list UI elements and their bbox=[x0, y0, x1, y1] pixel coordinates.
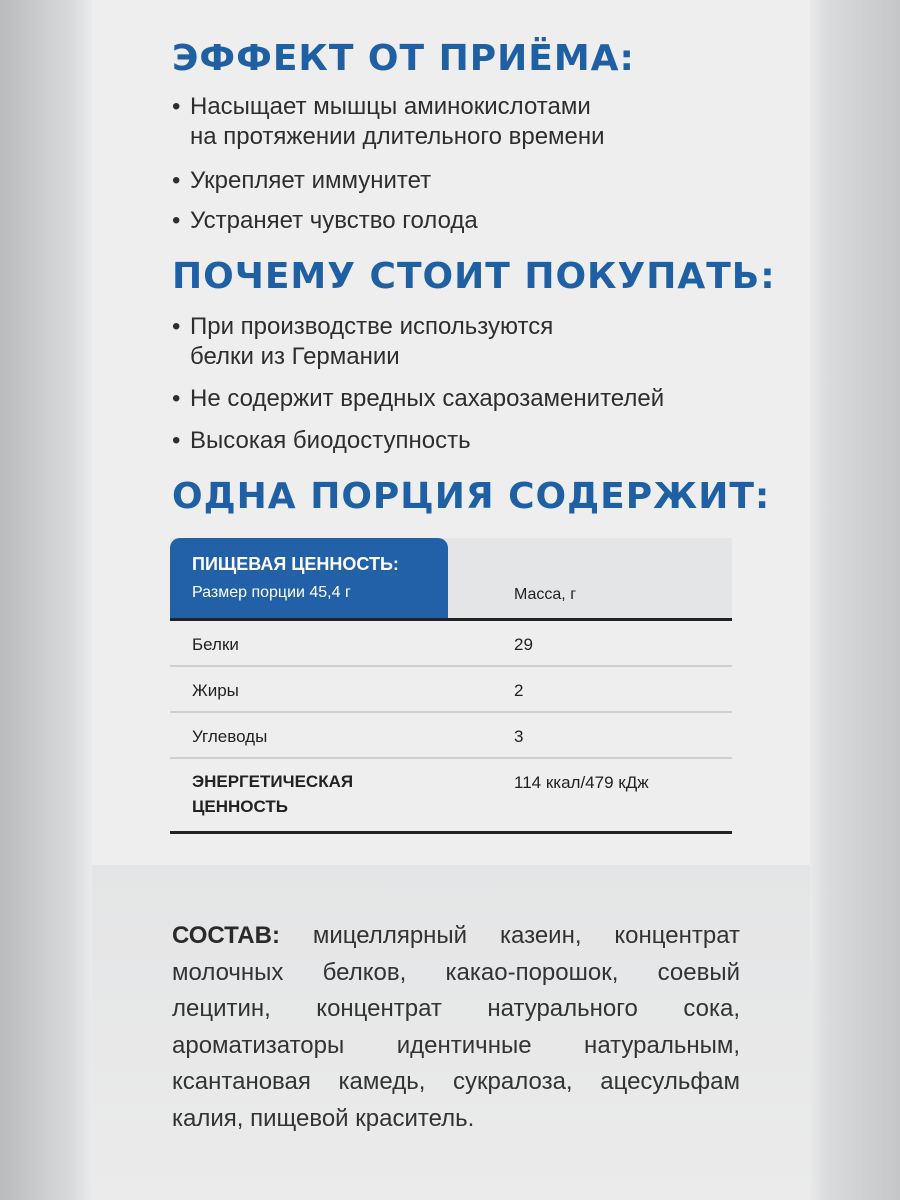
effect-item-2 bbox=[172, 166, 772, 196]
composition-ingredients: мицеллярный казеин, концентрат молочных белков, какао-порошок, соевый лецитин, концентрат натурального сока, ароматизаторы идентичные натуральным, ксантановая камедь, сукралоза, ацесульфам калия, пищевой краситель. bbox=[172, 922, 741, 1132]
table-row bbox=[170, 667, 732, 713]
nutrition-table-header bbox=[170, 538, 732, 621]
nutrient-name: Жиры bbox=[192, 681, 239, 700]
effect-item-3 bbox=[172, 206, 772, 236]
nutrient-value: 29 bbox=[514, 635, 533, 654]
nutrition-table bbox=[170, 538, 732, 834]
table-row bbox=[170, 621, 732, 667]
effect-heading: ЭФФЕКТ ОТ ПРИЁМА: bbox=[172, 38, 635, 79]
bullet-icon: • bbox=[172, 427, 181, 454]
effect-item-2-text: Укрепляет иммунитет bbox=[190, 167, 432, 194]
bullet-icon: • bbox=[172, 207, 181, 234]
nutrient-value: 2 bbox=[514, 681, 524, 700]
effect-item-1-line-2: на протяжении длительного времени bbox=[190, 123, 605, 150]
portion-heading: ОДНА ПОРЦИЯ СОДЕРЖИТ: bbox=[172, 476, 771, 517]
bullet-icon: • bbox=[172, 313, 181, 340]
effect-item-3-text: Устраняет чувство голода bbox=[190, 207, 478, 234]
nutrition-title-tab bbox=[170, 538, 448, 618]
nutrient-name: ЭНЕРГЕТИЧЕСКАЯ ЦЕННОСТЬ bbox=[192, 772, 354, 816]
composition-label: СОСТАВ: bbox=[172, 922, 280, 949]
why-item-1 bbox=[172, 312, 772, 372]
nutrient-name: Углеводы bbox=[192, 727, 268, 746]
why-heading: ПОЧЕМУ СТОИТ ПОКУПАТЬ: bbox=[172, 256, 776, 297]
serving-size: Размер порции 45,4 г bbox=[192, 584, 351, 601]
why-item-2 bbox=[172, 384, 772, 414]
table-row-energy bbox=[170, 759, 732, 834]
composition-text bbox=[172, 918, 740, 1137]
effect-item-1 bbox=[172, 92, 772, 152]
nutrition-title: ПИЩЕВАЯ ЦЕННОСТЬ: bbox=[192, 554, 399, 574]
bullet-icon: • bbox=[172, 385, 181, 412]
mass-column-header: Масса, г bbox=[514, 586, 577, 603]
nutrient-value: 114 ккал/479 кДж bbox=[514, 773, 649, 792]
nutrient-value: 3 bbox=[514, 727, 524, 746]
why-item-1-line-1: При производстве используются bbox=[190, 313, 554, 340]
why-item-3 bbox=[172, 426, 772, 456]
bullet-icon: • bbox=[172, 93, 181, 120]
nutrient-name: Белки bbox=[192, 635, 239, 654]
why-item-3-text: Высокая биодоступность bbox=[190, 427, 471, 454]
table-row bbox=[170, 713, 732, 759]
bullet-icon: • bbox=[172, 167, 181, 194]
why-item-2-text: Не содержит вредных сахарозаменителей bbox=[190, 385, 665, 412]
why-item-1-line-2: белки из Германии bbox=[190, 343, 400, 370]
effect-item-1-line-1: Насыщает мышцы аминокислотами bbox=[190, 93, 591, 120]
